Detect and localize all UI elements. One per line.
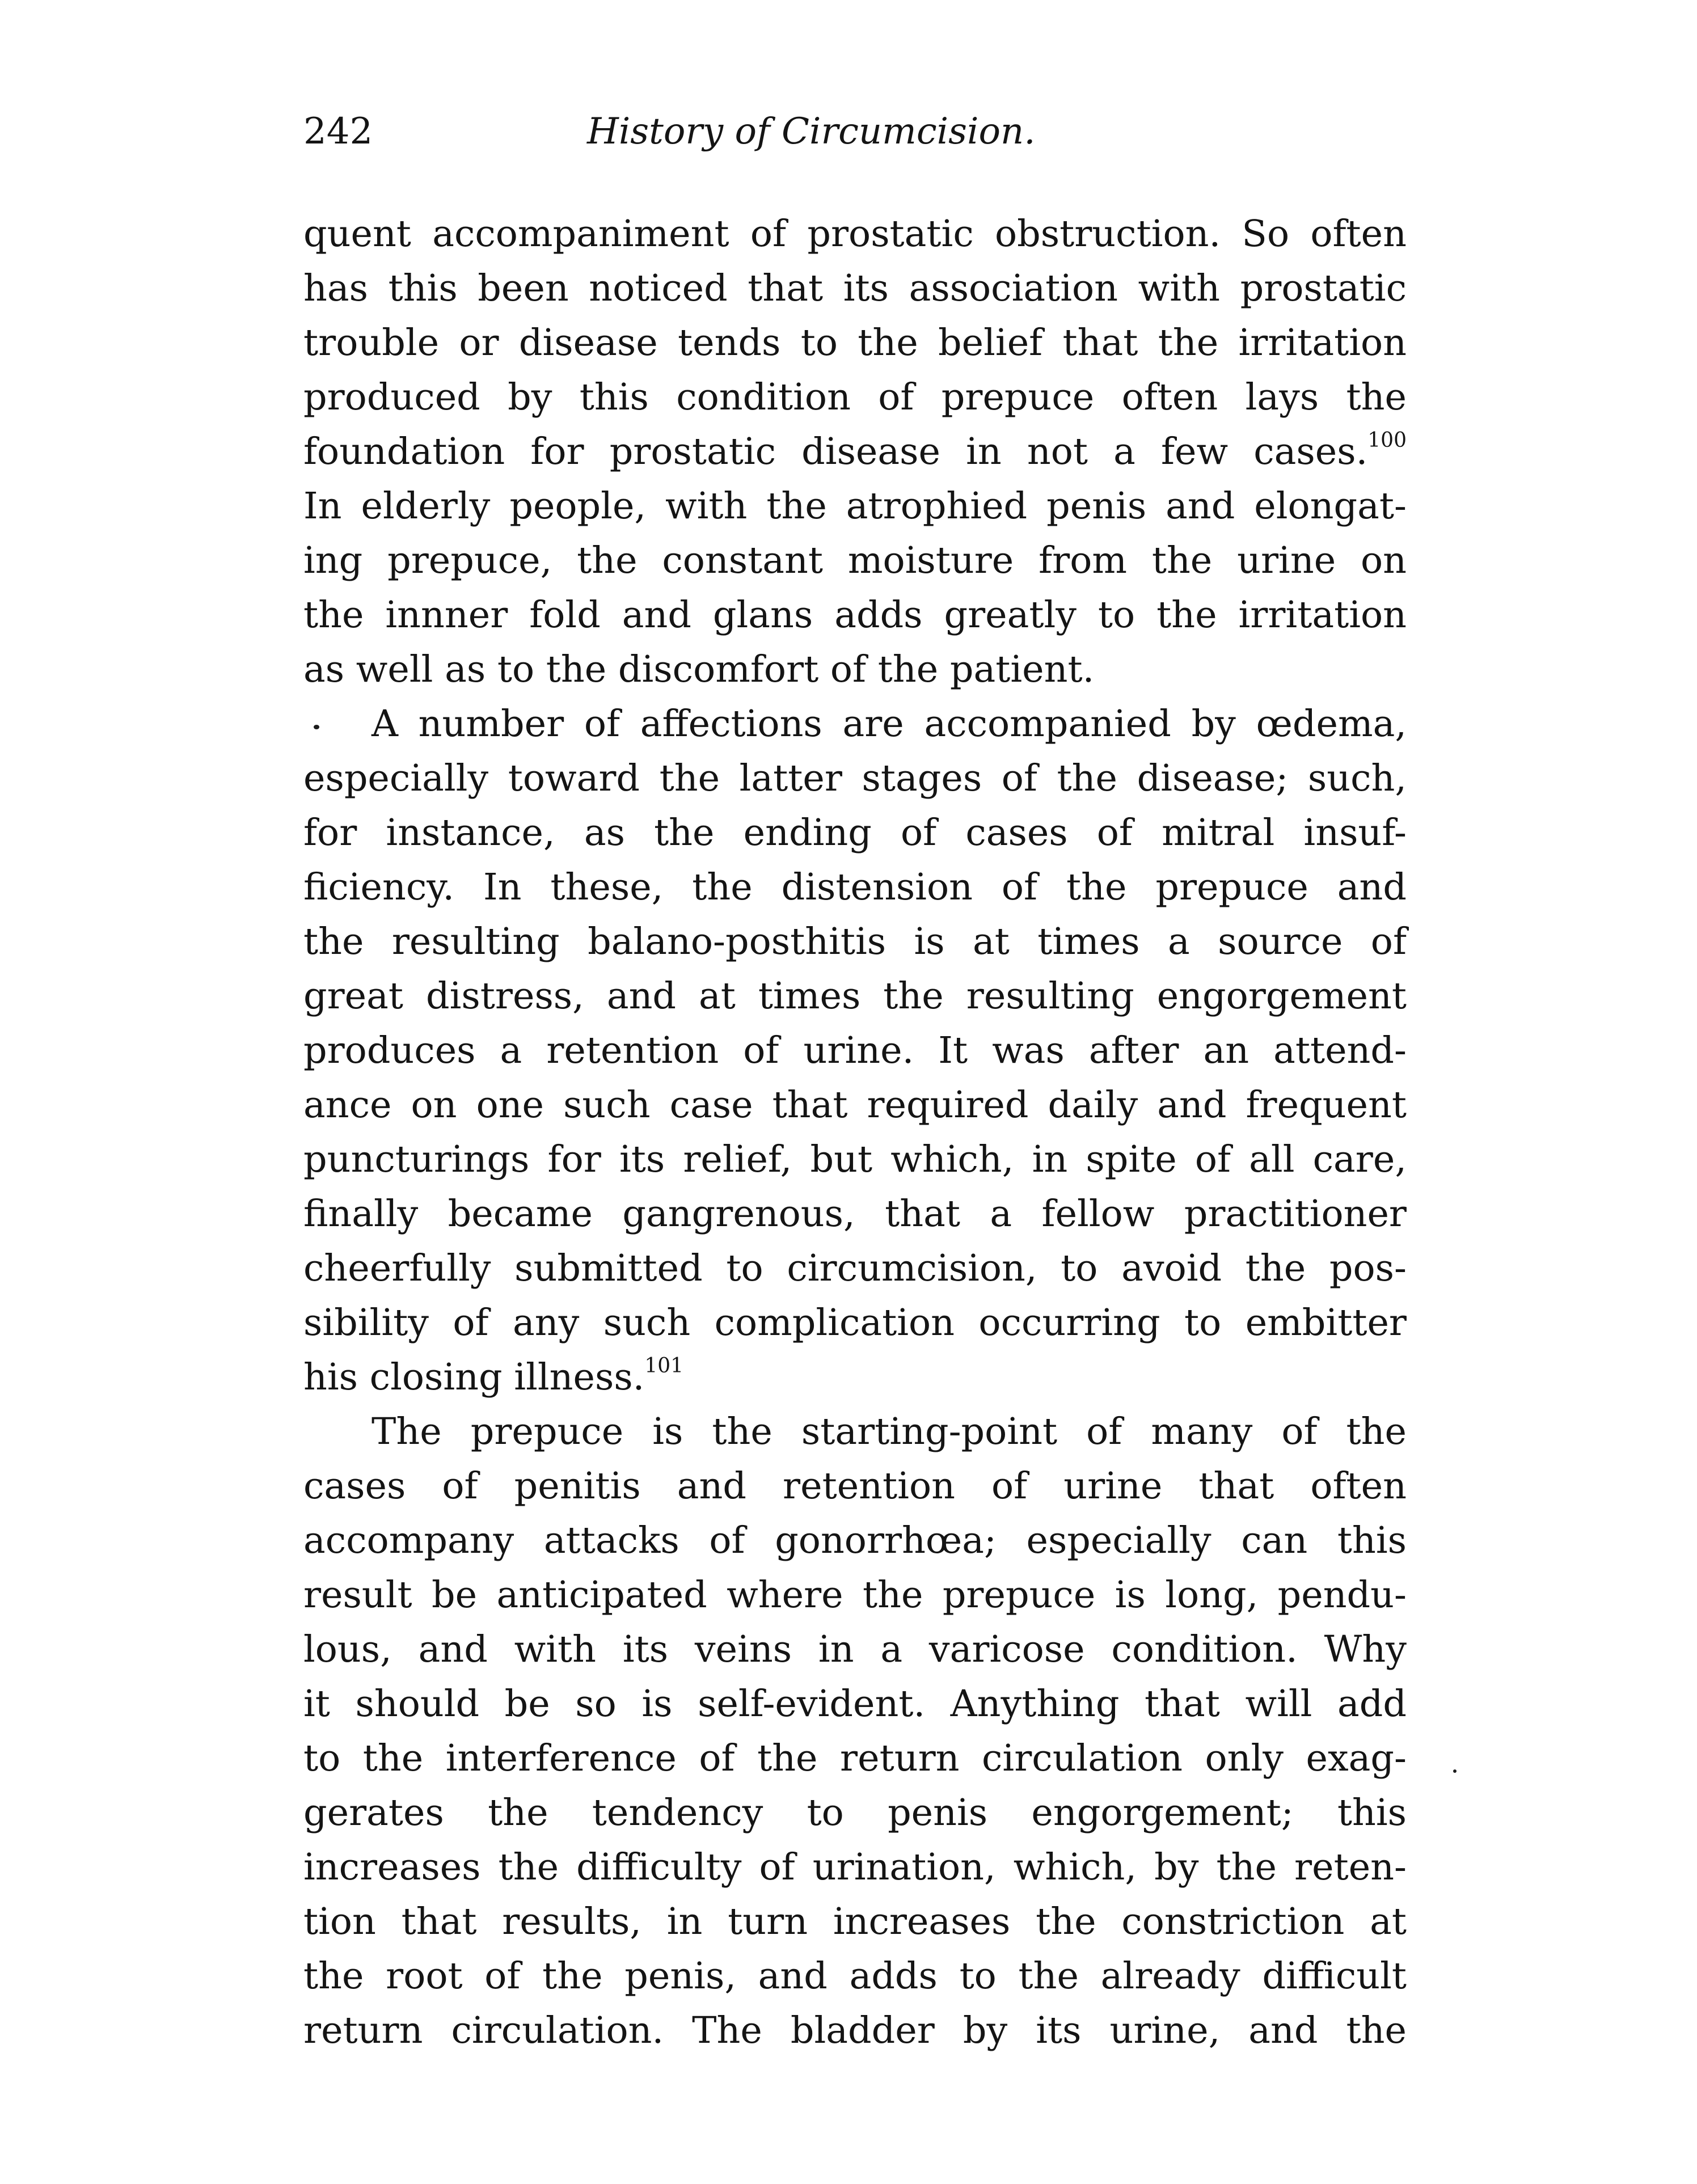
text-line: lous, and with its veins in a varicose condition. Why	[303, 1628, 1407, 1671]
text-line: the innner fold and glans adds greatly to the irritation	[303, 594, 1407, 636]
text-line: produced by this condition of prepuce often lays the	[303, 376, 1407, 419]
text-line: it should be so is self-evident. Anything that will add	[303, 1683, 1407, 1725]
text-line: accompany attacks of gonorrhœa; especially can this	[303, 1519, 1407, 1562]
text-line: gerates the tendency to penis engorgement; this	[303, 1792, 1407, 1834]
text-line: has this been noticed that its association with prostatic	[303, 267, 1407, 310]
text-line: for instance, as the ending of cases of mitral insuf-	[303, 812, 1407, 854]
text-line: cheerfully submitted to circumcision, to avoid the pos-	[303, 1247, 1407, 1290]
body-text	[303, 207, 1407, 2058]
text-line: foundation for prostatic disease in not a few cases.	[303, 430, 1368, 473]
text-line: produces a retention of urine. It was after an attend-	[303, 1029, 1407, 1072]
page-number: 242	[303, 111, 373, 153]
text-line: increases the difficulty of urination, which, by the reten-	[303, 1846, 1407, 1889]
text-line: great distress, and at times the resulting engorgement	[303, 975, 1407, 1017]
text-line: ance on one such case that required daily and frequent	[303, 1084, 1407, 1126]
text-line: In elderly people, with the atrophied penis and elongat-	[303, 485, 1407, 527]
text-line: his closing illness.	[303, 1356, 645, 1399]
text-line: ficiency. In these, the distension of the prepuce and	[303, 866, 1407, 909]
text-line-with-footnote	[303, 425, 1407, 479]
footnote-reference: 101	[644, 1354, 684, 1378]
paragraph-1	[303, 207, 1407, 697]
text-line: sibility of any such complication occurring to embitter	[303, 1302, 1407, 1344]
text-line: A number of affections are accompanied by œdema,	[372, 703, 1407, 745]
text-line: quent accompaniment of prostatic obstruction. So often	[303, 213, 1407, 255]
text-line: result be anticipated where the prepuce is long, pendu-	[303, 1574, 1407, 1616]
paragraph-2	[303, 697, 1407, 1405]
text-line-with-footnote	[303, 1350, 1407, 1405]
paragraph-3	[303, 1405, 1407, 2058]
text-line: the root of the penis, and adds to the already difficult	[303, 1955, 1407, 1997]
text-line: ing prepuce, the constant moisture from the urine on	[303, 539, 1407, 582]
running-title: History of Circumcision.	[587, 111, 1036, 153]
text-line: trouble or disease tends to the belief that the irritation	[303, 322, 1407, 364]
text-line: tion that results, in turn increases the constriction at	[303, 1900, 1407, 1943]
text-line: The prepuce is the starting-point of many of the	[372, 1410, 1407, 1453]
text-line: puncturings for its relief, but which, in spite of all care,	[303, 1138, 1407, 1181]
page-header	[303, 111, 1409, 162]
text-line: to the interference of the return circulation only exag-	[303, 1737, 1407, 1780]
ink-smudge	[314, 725, 319, 729]
text-line: as well as to the discomfort of the patient.	[303, 648, 1095, 691]
text-line: finally became gangrenous, that a fellow practitioner	[303, 1193, 1407, 1235]
footnote-reference: 100	[1367, 429, 1407, 452]
text-line: return circulation. The bladder by its urine, and the	[303, 2009, 1407, 2052]
ink-smudge	[1453, 1769, 1457, 1773]
text-line: especially toward the latter stages of the disease; such,	[303, 757, 1407, 800]
text-line: the resulting balano-posthitis is at times a source of	[303, 920, 1407, 963]
text-line: cases of penitis and retention of urine that often	[303, 1465, 1407, 1507]
